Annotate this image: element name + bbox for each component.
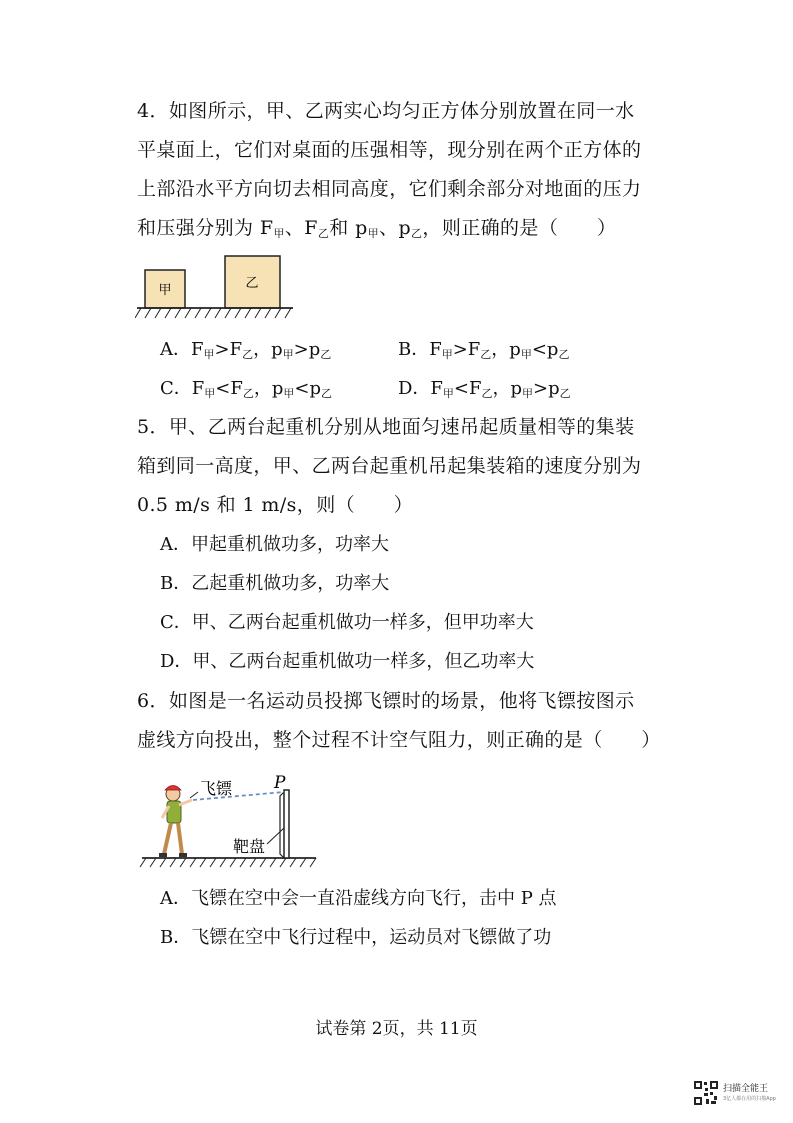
- q4-line-3: 上部沿水平方向切去相同高度，它们剩余部分对地面的压力: [137, 178, 642, 200]
- dart-figure: [138, 770, 323, 870]
- athlete-figure: [159, 786, 192, 858]
- table-hatch: [135, 308, 291, 318]
- cube-jia-label: 甲: [158, 283, 172, 298]
- cubes-figure: [135, 252, 295, 324]
- q5-line-2: 箱到同一高度，甲、乙两台起重机吊起集装箱的速度分别为: [137, 455, 642, 477]
- scanner-app-name: 扫描全能王: [723, 1084, 769, 1094]
- scanner-watermark: [693, 1077, 785, 1109]
- q4-line-2: 平桌面上，它们对桌面的压强相等，现分别在两个正方体的: [137, 139, 642, 161]
- q4-option-d: D．$F_甲<F_乙$，$p_甲>p_乙$: [398, 378, 571, 400]
- target-board: [284, 790, 289, 858]
- q5-option-a: A．甲起重机做功多，功率大: [160, 534, 389, 555]
- q4-option-c: C．$F_甲<F_乙$，$p_甲<p_乙$: [160, 378, 332, 400]
- q5-line-1: 5．甲、乙两台起重机分别从地面匀速吊起质量相等的集装: [137, 416, 635, 438]
- q6-option-a: A．飞镖在空中会一直沿虚线方向飞行，击中 P 点: [160, 888, 557, 909]
- q5-option-b: B．乙起重机做功多，功率大: [160, 573, 390, 594]
- point-p-label: P: [274, 773, 286, 793]
- q4-option-b: B．$F_甲>F_乙$，$p_甲<p_乙$: [398, 339, 570, 361]
- q4-line-1: 4．如图所示，甲、乙两实心均匀正方体分别放置在同一水: [137, 100, 635, 122]
- board-label: 靶盘: [233, 837, 266, 856]
- ground-hatch: [140, 858, 316, 867]
- q6-line-1: 6．如图是一名运动员投掷飞镖时的场景，他将飞镖按图示: [137, 690, 635, 712]
- q6-line-2: 虚线方向投出，整个过程不计空气阻力，则正确的是（ ）: [137, 729, 661, 751]
- scanner-app-tagline: 3亿人都在用的扫描App: [723, 1096, 776, 1102]
- page-footer: 试卷第 2页，共 11页: [315, 1019, 478, 1039]
- qr-code-icon: [693, 1080, 719, 1106]
- cube-yi-label: 乙: [245, 276, 259, 291]
- q6-option-b: B．飞镖在空中飞行过程中，运动员对飞镖做了功: [160, 927, 552, 948]
- q5-option-d: D．甲、乙两台起重机做功一样多，但乙功率大: [160, 651, 535, 672]
- q5-line-3: 0.5 m/s 和 1 m/s，则（ ）: [137, 494, 414, 516]
- dart-label: 飞镖: [200, 779, 233, 798]
- q5-option-c: C．甲、乙两台起重机做功一样多，但甲功率大: [160, 612, 534, 633]
- q4-option-a: A．$F_甲>F_乙$，$p_甲>p_乙$: [160, 339, 332, 361]
- q4-line-4: 和压强分别为 $F_甲$、$F_乙$和 $p_甲$、$p_乙$，则正确的是（ ）: [137, 217, 617, 240]
